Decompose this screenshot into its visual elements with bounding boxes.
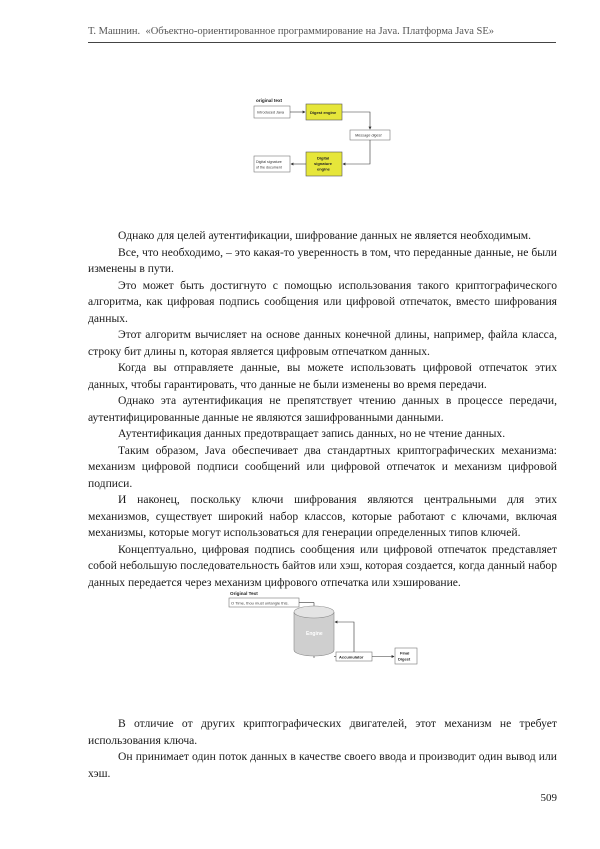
fig1-output-label-1: Digital signature (256, 160, 282, 164)
fig1-arrow-digest-message (342, 112, 370, 129)
fig1-arrow-message-signature (343, 140, 370, 164)
fig2-engine-cylinder-top (294, 606, 334, 618)
fig2-final-label-1: Final (400, 650, 410, 656)
paragraph: Это может быть достигнуто с помощью использования такого криптографического алгоритма, как цифровая подпись сообщения или цифровой отпечаток, вместо шифрования данных. (88, 278, 557, 325)
header-book-title: «Объектно-ориентированное программирование на Java. Платформа Java SE» (145, 26, 494, 37)
fig1-digest-engine-label: Digest engine (310, 110, 337, 115)
fig2-accumulator-label: Accumulator (339, 654, 364, 660)
paragraph: В отличие от других криптографических двигателей, этот механизм не требует использования ключа. (88, 717, 557, 747)
paragraph: Этот алгоритм вычисляет на основе данных конечной длины, например, файла класса, строку бит длины n, которая является цифровым отпечатком данных. (88, 328, 557, 358)
fig1-signature-engine-label-3: engine (317, 166, 330, 172)
body-text-top (88, 228, 557, 591)
digital-signature-diagram (244, 92, 394, 184)
paragraph: Однако эта аутентификация не препятствует чтению данных в процессе передачи, аутентифицированные данные не являются зашифрованными данными. (88, 394, 557, 424)
fig1-output-box (254, 156, 290, 172)
paragraph: Однако для целей аутентификации, шифрование данных не является необходимым. (118, 229, 532, 242)
fig2-final-label-2: Digest (398, 656, 411, 662)
paragraph: Все, что необходимо, – это какая-то уверенность в том, что переданные данные, не были изменены в пути. (88, 245, 557, 275)
fig1-original-text-label: original text (256, 98, 283, 103)
fig1-message-digest-label: Message digest (355, 133, 382, 138)
fig2-feedback-line (335, 622, 354, 652)
page-number: 509 (540, 792, 557, 804)
fig1-output-label-2: of the document (256, 165, 282, 170)
paragraph: Концептуально, цифровая подпись сообщения или цифровой отпечаток представляет собой небольшую последовательность байтов или хэш, которая создается, когда данный набор данных передается через механизм цифрового отпечатка или хэширование. (88, 542, 557, 589)
paragraph: Когда вы отправляете данные, вы можете использовать цифровой отпечаток этих данных, чтобы гарантировать, что данные не были изменены во время передачи. (88, 361, 557, 391)
paragraph: И наконец, поскольку ключи шифрования являются центральными для этих механизмов, существует широкий набор классов, которые работают с ключами, включая механизмы, которые могут использоваться для генерации определенных типов ключей. (88, 493, 557, 539)
header-author: Т. Машнин. (88, 26, 141, 37)
fig2-engine-label: Engine (306, 631, 323, 637)
fig2-input-label: O Time, thou must untangle this. (231, 600, 289, 606)
fig1-signature-engine-label-1: Digital (317, 155, 330, 161)
paragraph: Таким образом, Java обеспечивает два стандартных криптографических механизма: механизм цифровой подписи сообщений или цифровой отпечаток и механизм цифровой подписи. (88, 443, 557, 490)
fig1-signature-engine-label-2: signature (314, 161, 333, 166)
paragraph: Он принимает один поток данных в качестве своего ввода и производит один вывод или хэш. (88, 750, 557, 780)
message-digest-diagram (224, 588, 424, 680)
fig2-original-text-label: Original Text (230, 591, 258, 596)
paragraph: Аутентификация данных предотвращает запись данных, но не чтение данных. (118, 427, 506, 440)
body-text-bottom (88, 716, 557, 782)
running-header (88, 26, 556, 43)
fig1-input-label: Introduced Java (257, 110, 285, 115)
